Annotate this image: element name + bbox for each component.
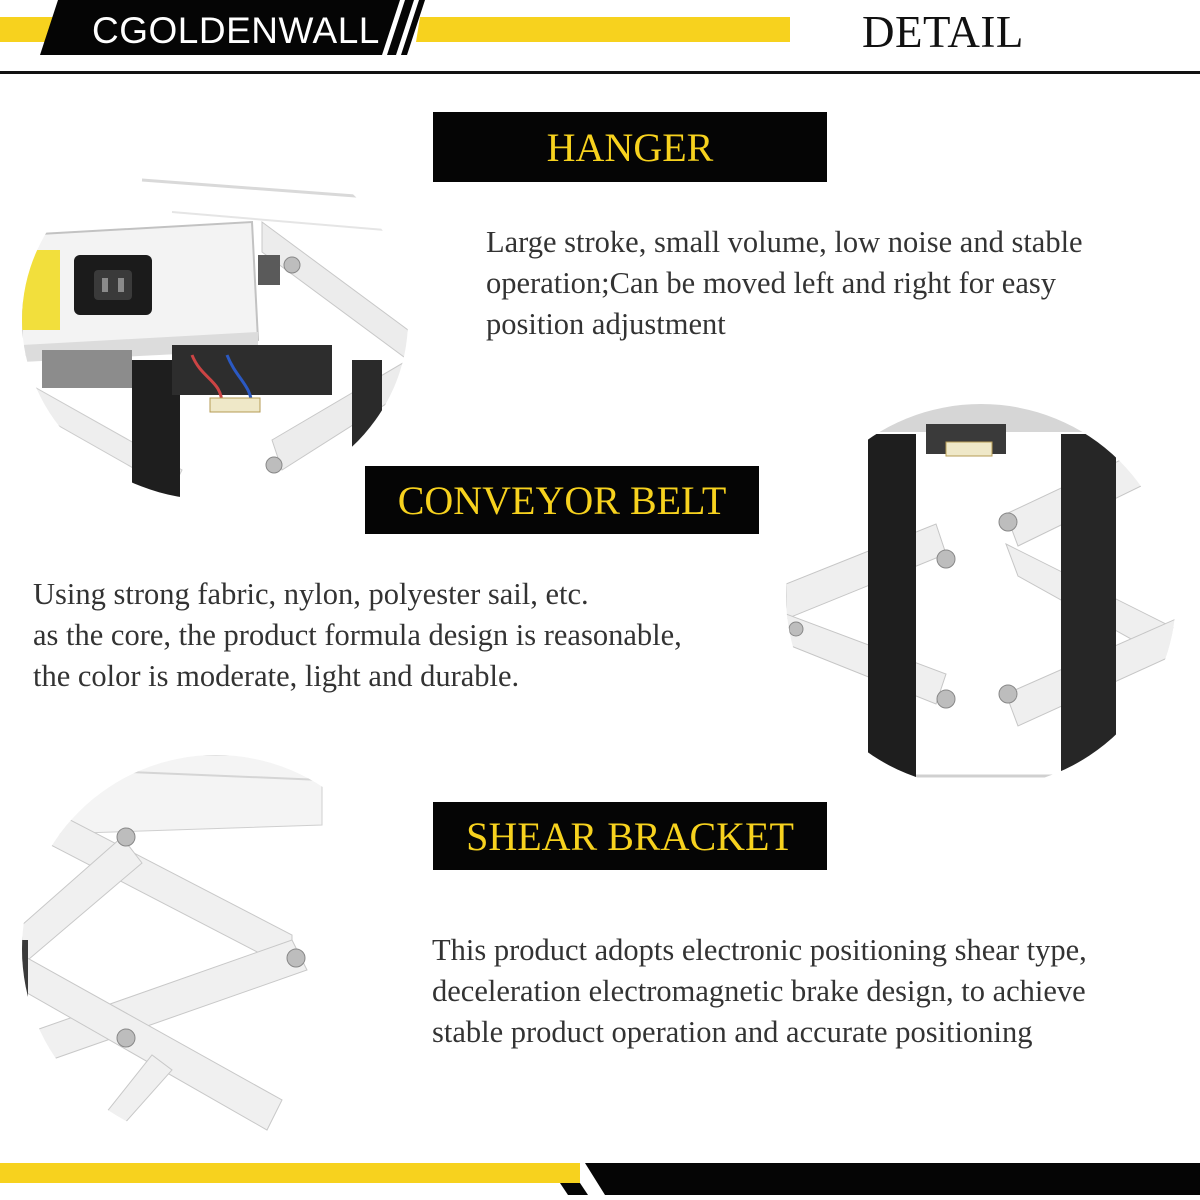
conveyor-belt-description (33, 574, 682, 697)
shear-bracket-label: SHEAR BRACKET (433, 802, 827, 870)
conveyor-belt-photo (786, 404, 1176, 788)
shear-bracket-description (432, 930, 1087, 1053)
brand-name: CGOLDENWALL (92, 10, 380, 51)
description-line: This product adopts electronic positioning shear type, (432, 933, 1087, 967)
page-title: DETAIL (862, 7, 1024, 57)
conveyor-belt-label: CONVEYOR BELT (365, 466, 759, 534)
description-line: position adjustment (486, 307, 726, 341)
footer-stripes (0, 1163, 1200, 1195)
description-line: Large stroke, small volume, low noise and stable (486, 225, 1083, 259)
scissor-bracket-photo (22, 755, 410, 1143)
footer-banner (0, 1163, 1200, 1195)
description-line: as the core, the product formula design is reasonable, (33, 618, 682, 652)
header-banner (0, 0, 1200, 80)
description-line: deceleration electromagnetic brake design, to achieve (432, 974, 1086, 1008)
description-line: operation;Can be moved left and right for easy (486, 266, 1056, 300)
hanger-description (486, 222, 1083, 345)
description-line: the color is moderate, light and durable. (33, 659, 520, 693)
hanger-label: HANGER (433, 112, 827, 182)
description-line: Using strong fabric, nylon, polyester sail, etc. (33, 577, 589, 611)
description-line: stable product operation and accurate positioning (432, 1015, 1033, 1049)
motor-housing-photo (22, 140, 408, 500)
